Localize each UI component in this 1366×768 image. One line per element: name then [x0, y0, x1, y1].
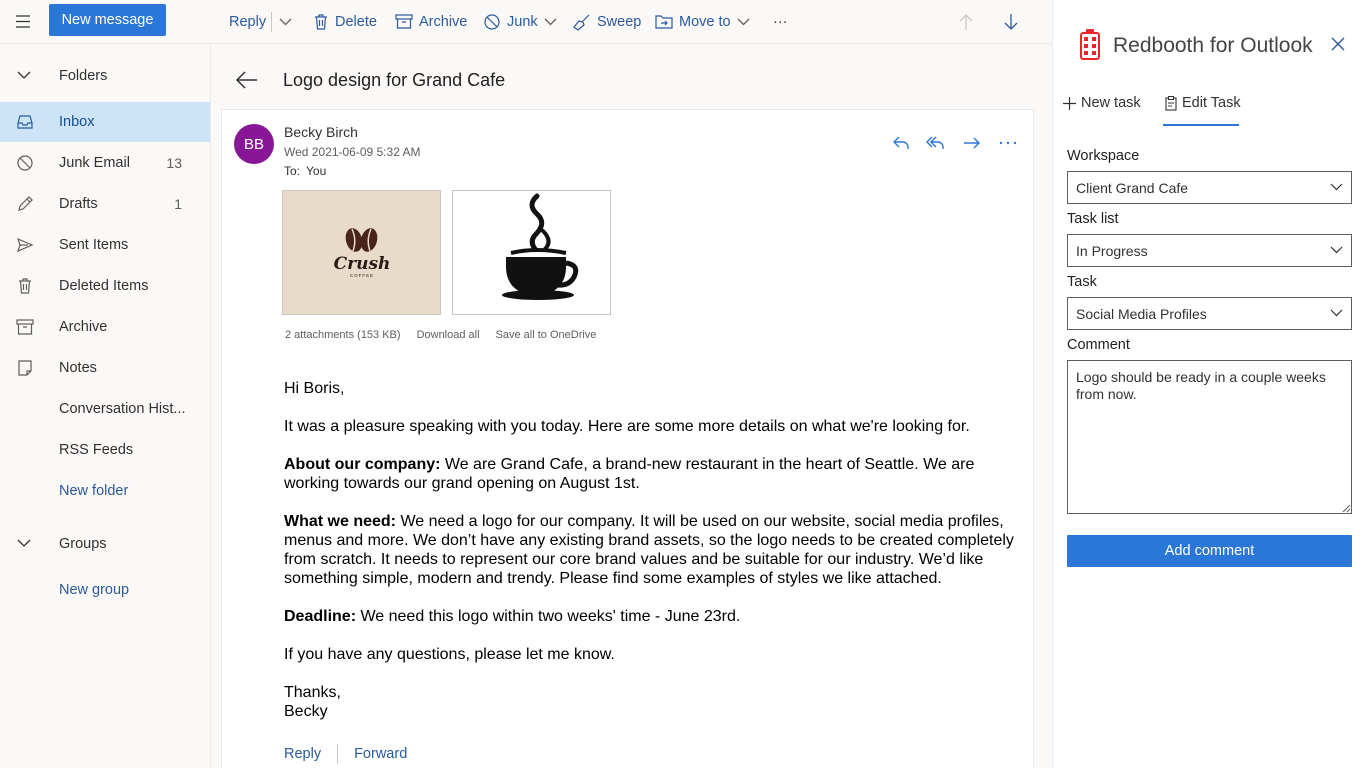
delete-button[interactable]: [313, 10, 377, 34]
addin-title: Redbooth for Outlook: [1113, 34, 1313, 57]
pencil-icon: [16, 195, 34, 213]
chevron-down-icon: [279, 18, 292, 26]
plus-icon: [1063, 97, 1076, 110]
task-select[interactable]: [1067, 297, 1352, 330]
sidebar-item-inbox[interactable]: [0, 102, 210, 142]
draft-count: 1: [174, 196, 182, 212]
crush-coffee-logo-image: [283, 191, 441, 315]
to-label: To:: [284, 164, 301, 178]
next-message-button[interactable]: [1003, 10, 1019, 34]
coffee-sub-text: COFFEE: [349, 273, 375, 278]
workspace-select[interactable]: [1067, 171, 1352, 204]
reading-pane: [211, 44, 1052, 768]
chevron-down-icon: [16, 70, 34, 88]
sign-off: Thanks,: [284, 684, 341, 701]
sidebar-item-label: Sent Items: [59, 237, 129, 253]
sidebar-item-junk-email[interactable]: [0, 143, 210, 183]
task-list-select[interactable]: [1067, 234, 1352, 267]
need-text: We need a logo for our company. It will be used on our website, social media profiles, menus and more. We don’t have any existing brand assets, so the logo needs to be created completely from scratch. It needs to represent our core brand values and be suitable for our industry. We’d like something simple, modern and trendy. Please find some examples of styles we like attached.: [284, 513, 1014, 587]
archive-button[interactable]: [395, 10, 467, 34]
intro-paragraph: It was a pleasure speaking with you today. Here are some more details on what we're looking for.: [284, 418, 970, 435]
sidebar-item-label: Inbox: [59, 114, 95, 130]
attachment-coffee-cup-logo[interactable]: [452, 190, 611, 315]
hamburger-menu-icon[interactable]: [15, 13, 35, 31]
reply-link[interactable]: Reply: [284, 746, 322, 762]
task-list-label: Task list: [1067, 211, 1119, 227]
folders-header[interactable]: [0, 56, 210, 96]
sidebar-item-rss-feeds[interactable]: [0, 430, 210, 470]
workspace-value: Client Grand Cafe: [1076, 180, 1189, 196]
about-paragraph: [284, 455, 1014, 493]
sidebar-item-deleted-items[interactable]: [0, 266, 210, 306]
broom-icon: [573, 13, 591, 31]
archive-icon: [16, 318, 34, 336]
reply-all-icon[interactable]: [926, 134, 946, 152]
chevron-down-icon: [1330, 309, 1343, 317]
sidebar-item-archive[interactable]: [0, 307, 210, 347]
chevron-down-icon: [16, 538, 34, 556]
groups-header[interactable]: [0, 524, 210, 564]
sidebar-item-label: Archive: [59, 319, 108, 335]
trash-icon: [313, 13, 329, 31]
sweep-label: Sweep: [597, 14, 642, 30]
need-paragraph: [284, 512, 1014, 588]
reply-divider: [337, 744, 338, 764]
previous-message-button[interactable]: [958, 10, 974, 34]
chevron-down-icon: [544, 18, 557, 26]
junk-button[interactable]: [483, 10, 557, 34]
delete-label: Delete: [335, 14, 377, 30]
sidebar-item-label: Deleted Items: [59, 278, 149, 294]
comment-textarea[interactable]: [1067, 360, 1352, 514]
sidebar-item-label: Junk Email: [59, 155, 130, 171]
need-heading: What we need:: [284, 513, 397, 530]
toolbar-divider: [271, 12, 272, 32]
message-card: [221, 109, 1034, 768]
more-label: ···: [773, 14, 788, 30]
greeting: Hi Boris,: [284, 380, 345, 397]
task-list-value: In Progress: [1076, 243, 1148, 259]
signature: Becky: [284, 703, 328, 720]
block-icon: [16, 154, 34, 172]
trash-icon: [16, 277, 34, 295]
tab-edit-task[interactable]: [1163, 92, 1239, 126]
reply-options-dropdown[interactable]: [279, 10, 292, 34]
block-icon: [483, 13, 501, 31]
chevron-down-icon: [737, 18, 750, 26]
reply-button[interactable]: [229, 10, 266, 34]
sidebar-item-label: RSS Feeds: [59, 442, 134, 458]
more-options-icon[interactable]: [998, 134, 1018, 152]
quick-reply-row: [284, 744, 407, 764]
attachment-summary-row: [285, 329, 596, 341]
folder-pane: [0, 44, 211, 768]
avatar[interactable]: BB: [234, 124, 274, 164]
sidebar-item-sent-items[interactable]: [0, 225, 210, 265]
archive-label: Archive: [419, 14, 468, 30]
back-arrow-icon[interactable]: [235, 68, 259, 92]
about-text: We are Grand Cafe, a brand-new restaurant in the heart of Seattle. We are working towards our grand opening on August 1st.: [284, 456, 975, 492]
coffee-cup-image: [453, 191, 611, 315]
clipboard-icon: [1165, 96, 1177, 111]
new-message-button[interactable]: New message: [49, 4, 166, 36]
new-folder-label: New folder: [59, 483, 129, 499]
deadline-paragraph: [284, 607, 1014, 626]
crush-brand-text: Crush: [333, 254, 391, 274]
chevron-down-icon: [1330, 183, 1343, 191]
redbooth-logo-icon: [1080, 28, 1100, 60]
arrow-up-icon: [958, 13, 974, 31]
sidebar-item-label: Notes: [59, 360, 97, 376]
archive-icon: [395, 14, 413, 30]
junk-label: Junk: [507, 14, 538, 30]
deadline-heading: Deadline:: [284, 608, 357, 625]
message-date: Wed 2021-06-09 5:32 AM: [284, 145, 421, 159]
folder-move-icon: [655, 14, 673, 30]
sidebar-item-label: Drafts: [59, 196, 98, 212]
reply-label: Reply: [229, 14, 267, 30]
inbox-icon: [16, 113, 34, 131]
attachment-crush-coffee-logo[interactable]: [282, 190, 441, 315]
new-group-label: New group: [59, 582, 130, 598]
add-comment-button[interactable]: Add comment: [1067, 535, 1352, 567]
recipients-line: [284, 164, 326, 178]
tab-new-task[interactable]: [1063, 92, 1141, 126]
sidebar-item-label: Conversation Hist...: [59, 401, 186, 417]
tab-edit-task-label: Edit Task: [1182, 95, 1241, 111]
chevron-down-icon: [1330, 246, 1343, 254]
close-icon[interactable]: [1331, 37, 1345, 51]
more-actions-button[interactable]: [773, 10, 788, 34]
download-all-link[interactable]: Download all: [416, 329, 480, 341]
arrow-down-icon: [1003, 13, 1019, 31]
deadline-text: We need this logo within two weeks' time - June 23rd.: [356, 608, 741, 625]
folders-header-label: Folders: [59, 68, 108, 84]
move-to-button[interactable]: [655, 10, 750, 34]
task-value: Social Media Profiles: [1076, 306, 1207, 322]
groups-header-label: Groups: [59, 536, 107, 552]
move-to-label: Move to: [679, 14, 731, 30]
sidebar-item-notes[interactable]: [0, 348, 210, 388]
sidebar-item-conversation-history[interactable]: [0, 389, 210, 429]
comment-label: Comment: [1067, 337, 1130, 353]
forward-icon[interactable]: [962, 134, 982, 152]
questions-paragraph: If you have any questions, please let me know.: [284, 646, 615, 663]
save-onedrive-link[interactable]: Save all to OneDrive: [495, 329, 597, 341]
workspace-label: Workspace: [1067, 148, 1140, 164]
new-group-link[interactable]: [0, 570, 210, 610]
about-heading: About our company:: [284, 456, 441, 473]
sidebar-item-drafts[interactable]: [0, 184, 210, 224]
unread-count: 13: [166, 155, 182, 171]
send-icon: [16, 236, 34, 254]
note-icon: [16, 359, 34, 377]
command-bar: [0, 0, 1052, 44]
message-body: [284, 379, 1014, 721]
attachment-summary: 2 attachments (153 KB): [285, 329, 401, 341]
tab-new-task-label: New task: [1081, 95, 1141, 111]
reply-icon[interactable]: [892, 134, 912, 152]
to-recipient[interactable]: You: [306, 164, 327, 178]
sender-name[interactable]: Becky Birch: [284, 124, 358, 140]
forward-link[interactable]: Forward: [354, 746, 408, 762]
redbooth-addin-panel: [1052, 0, 1366, 768]
sweep-button[interactable]: [573, 10, 641, 34]
message-subject: Logo design for Grand Cafe: [283, 70, 506, 90]
new-folder-link[interactable]: [0, 471, 210, 511]
task-label: Task: [1067, 274, 1097, 290]
